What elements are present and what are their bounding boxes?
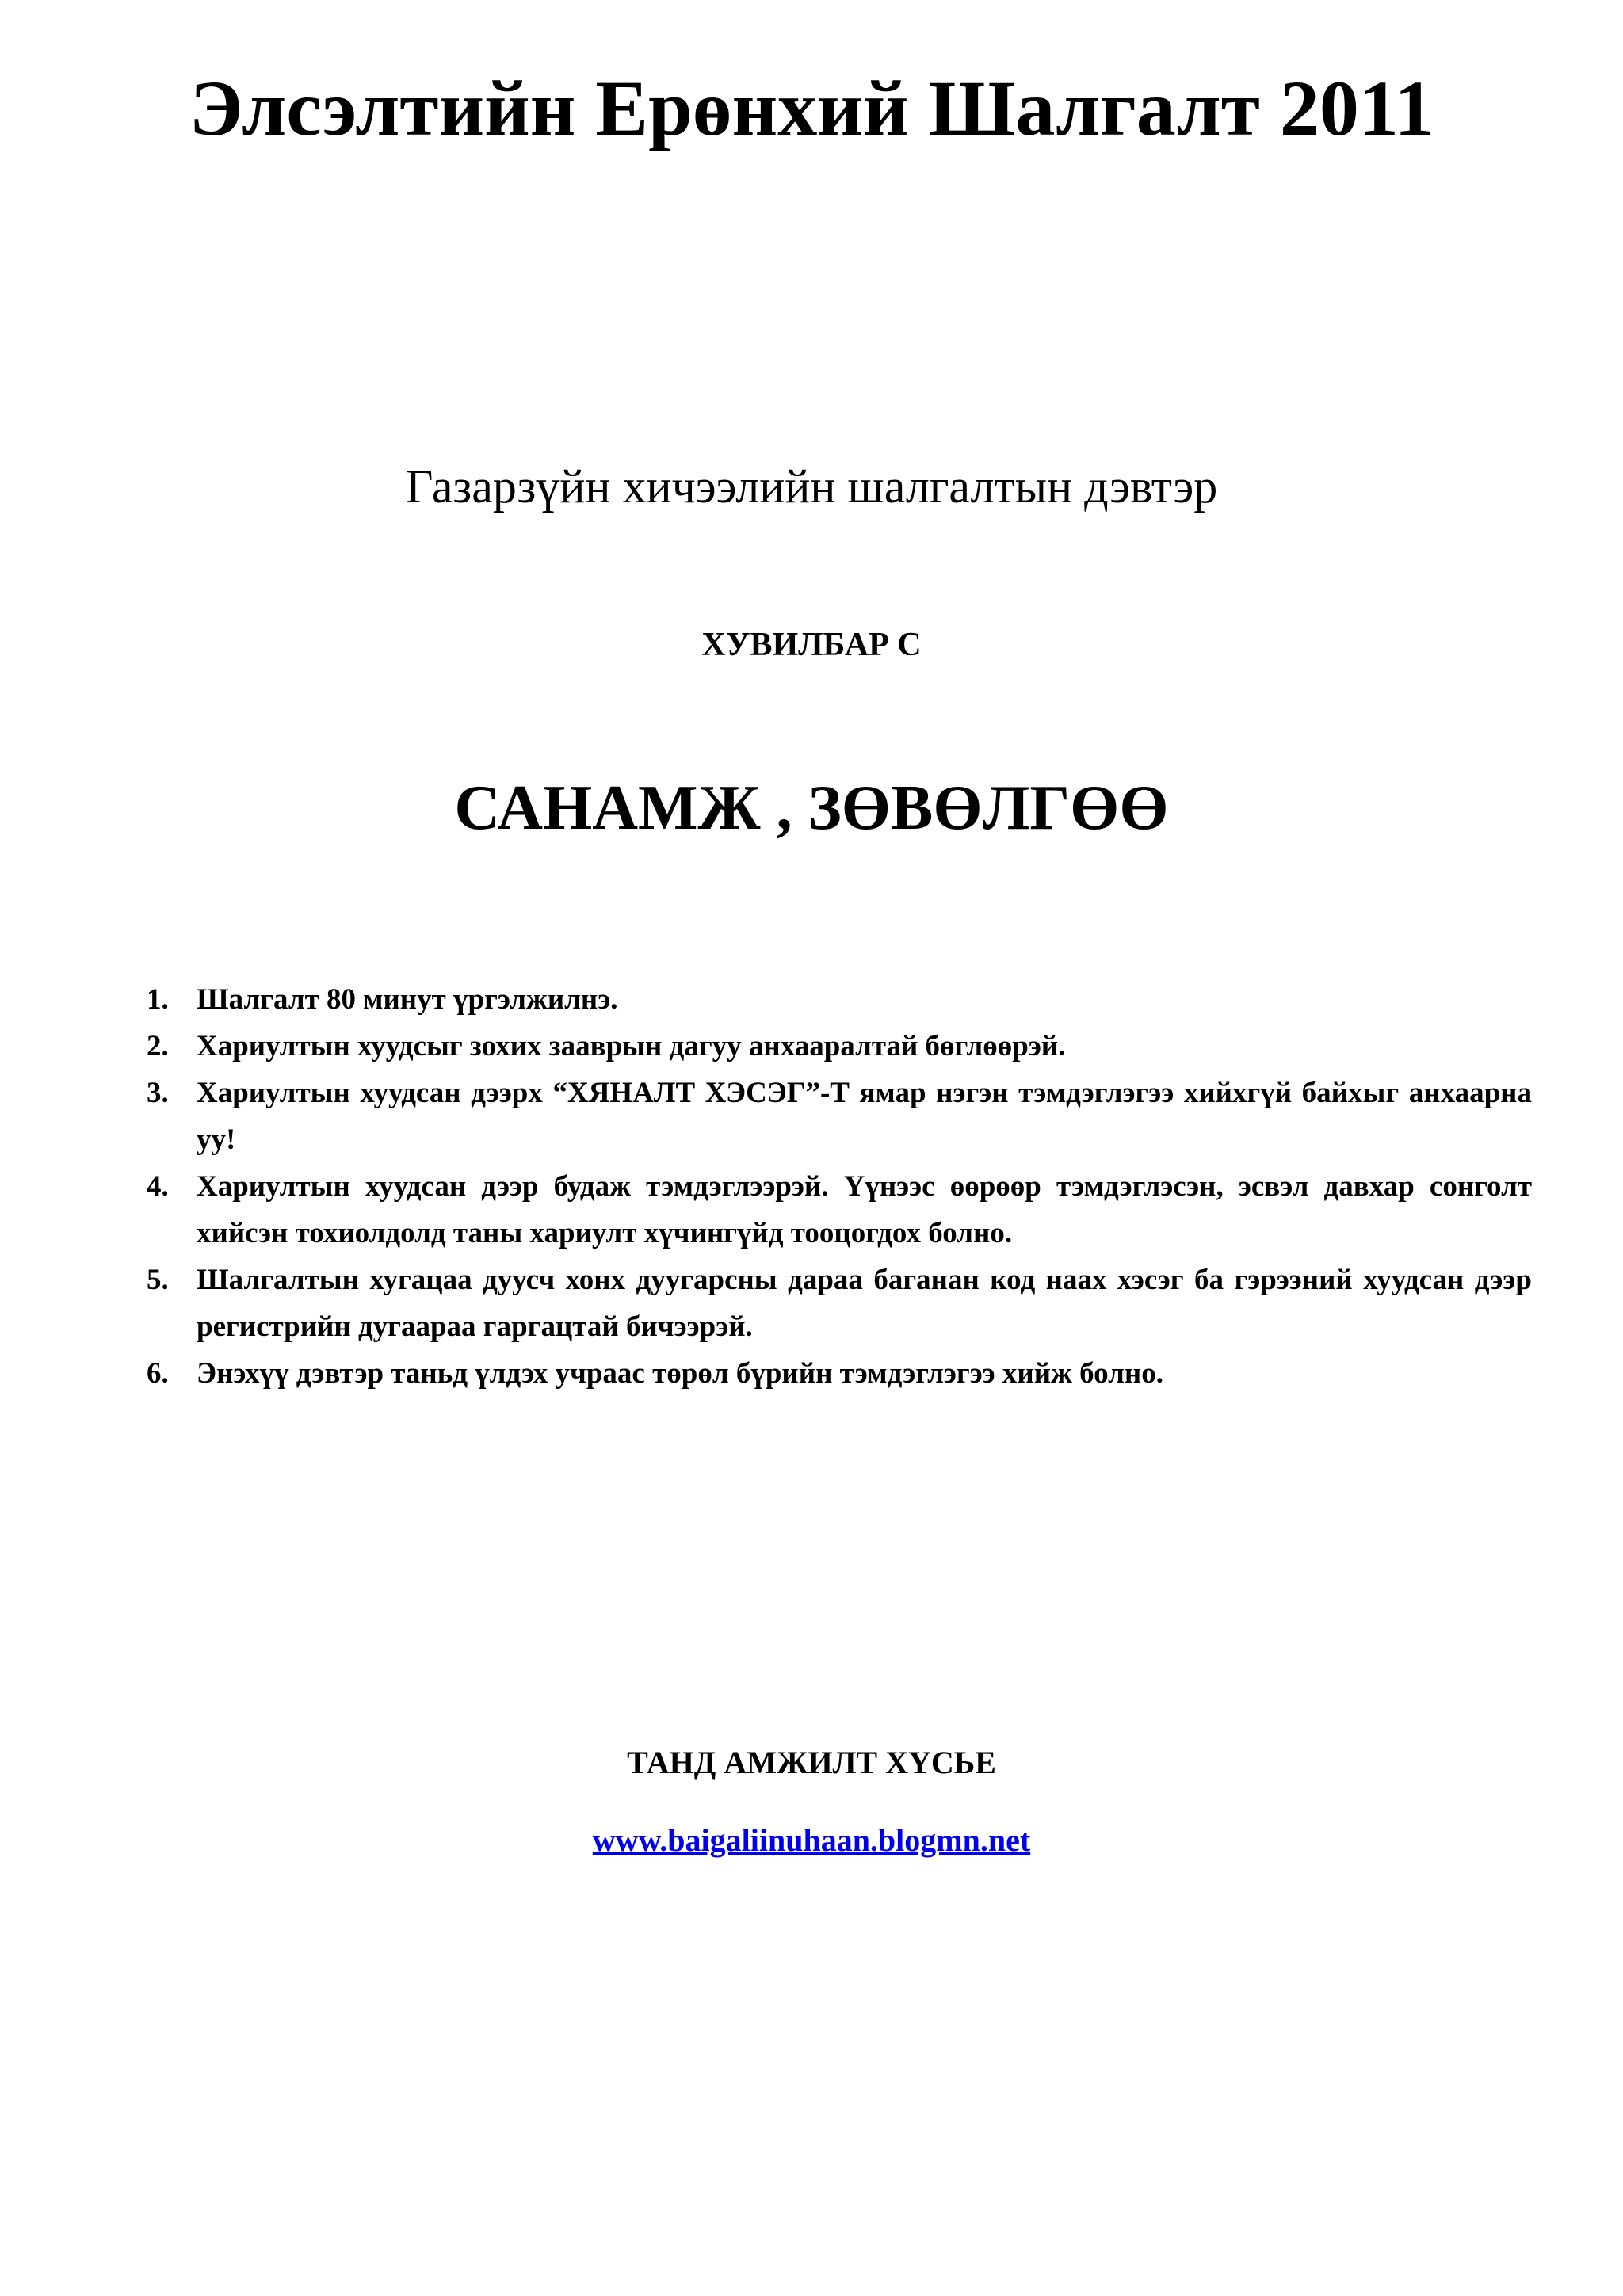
- instruction-number: 4.: [147, 1170, 169, 1203]
- instruction-text: Шалгалт 80 минут үргэлжилнэ.: [197, 983, 618, 1016]
- instruction-text: Хариултын хуудсан дээрх “ХЯНАЛТ ХЭСЭГ”-Т ямар нэгэн тэмдэглэгээ хийхгүй байхыг анхаарна уу!: [197, 1077, 1532, 1156]
- instruction-text: Энэхүү дэвтэр таньд үлдэх учраас төрөл бүрийн тэмдэглэгээ хийж болно.: [197, 1357, 1163, 1390]
- instruction-number: 2.: [147, 1030, 169, 1062]
- booklet-subtitle: Газарзүйн хичээлийн шалгалтын дэвтэр: [405, 460, 1218, 513]
- variant-label: ХУВИЛБАР C: [701, 627, 922, 663]
- instruction-number: 5.: [147, 1264, 169, 1296]
- instruction-item: [147, 1257, 1532, 1350]
- website-link-container: [0, 1819, 1623, 1862]
- instruction-number: 3.: [147, 1077, 169, 1109]
- instruction-item: [147, 976, 1532, 1023]
- instruction-text: Шалгалтын хугацаа дуусч хонх дуугарсны дараа баганан код наах хэсэг ба гэрээний хуудсан дээр регистрийн дугаараа гаргацтай бичээрэй.: [197, 1264, 1532, 1343]
- instruction-list: [147, 976, 1532, 1397]
- instruction-number: 6.: [147, 1357, 169, 1390]
- closing-wish: ТАНД АМЖИЛТ ХҮСЬЕ: [627, 1745, 996, 1780]
- notice-heading: САНАМЖ , ЗӨВӨЛГӨӨ: [454, 773, 1169, 843]
- instruction-text: Хариултын хуудсыг зохих зааврын дагуу анхааралтай бөглөөрэй.: [197, 1030, 1066, 1062]
- instruction-number: 1.: [147, 983, 169, 1016]
- instruction-item: [147, 1350, 1532, 1397]
- website-link[interactable]: www.baigaliinuhaan.blogmn.net: [592, 1822, 1031, 1858]
- instruction-item: [147, 1163, 1532, 1257]
- instruction-item: [147, 1023, 1532, 1070]
- instruction-text: Хариултын хуудсан дээр будаж тэмдэглээрэй. Үүнээс өөрөөр тэмдэглэсэн, эсвэл давхар сонголт хийсэн тохиолдолд таны хариулт хүчингүйд тооцогдох болно.: [197, 1170, 1532, 1249]
- instruction-item: [147, 1070, 1532, 1163]
- document-title: Элсэлтийн Ерөнхий Шалгалт 2011: [189, 64, 1434, 152]
